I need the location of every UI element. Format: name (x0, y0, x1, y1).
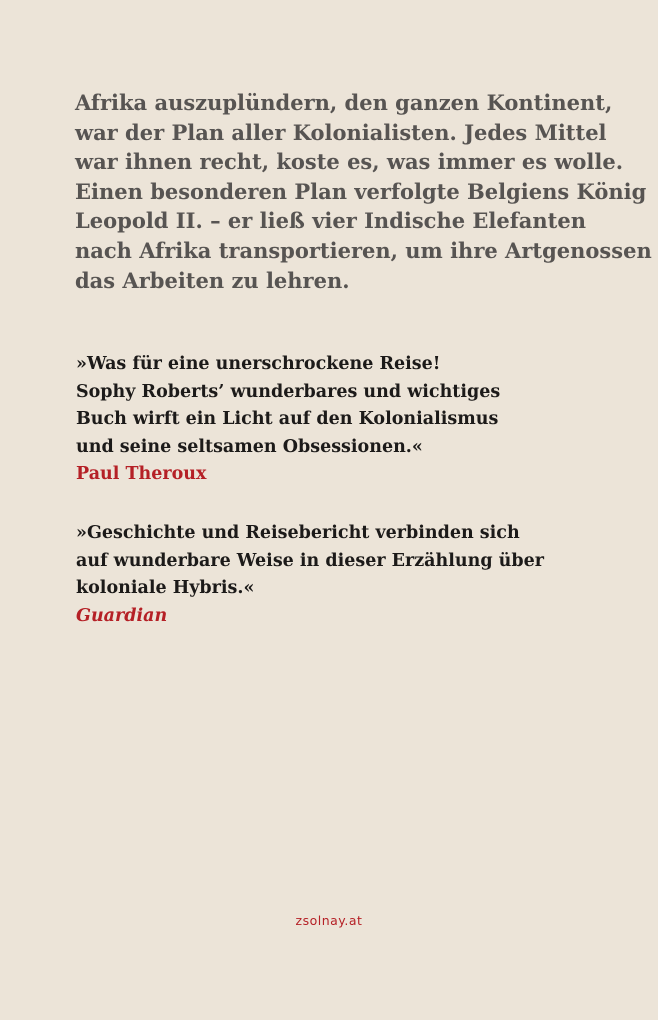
blurb-line: das Arbeiten zu lehren. (75, 267, 350, 293)
blurb-line: Einen besonderen Plan verfolgte Belgiens König (75, 178, 647, 204)
quote-line: Buch wirft ein Licht auf den Kolonialismus (76, 409, 499, 430)
quote-line: und seine seltsamen Obsessionen.« (76, 436, 423, 457)
blurb-paragraph (75, 88, 652, 295)
quote-line: »Was für eine unerschrockene Reise! (76, 354, 441, 374)
blurb-line: war ihnen recht, koste es, was immer es wolle. (75, 149, 624, 175)
review-quote-theroux (76, 351, 636, 489)
quote-attribution: Paul Theroux (76, 464, 207, 485)
quote-line: koloniale Hybris.« (76, 578, 255, 599)
quote-line: Sophy Roberts’ wunderbares und wichtiges (76, 381, 501, 402)
blurb-line: nach Afrika transportieren, um ihre Artgenossen (75, 237, 652, 263)
blurb-line: war der Plan aller Kolonialisten. Jedes Mittel (75, 119, 607, 145)
quote-line: auf wunderbare Weise in dieser Erzählung über (76, 550, 544, 571)
review-quote-guardian (76, 520, 636, 630)
blurb-line: Afrika auszuplündern, den ganzen Kontinent, (75, 90, 613, 115)
quote-attribution: Guardian (76, 605, 168, 626)
quote-line: »Geschichte und Reisebericht verbinden sich (76, 523, 520, 543)
publisher-url: zsolnay.at (295, 913, 363, 928)
blurb-line: Leopold II. – er ließ vier Indische Elefanten (75, 208, 586, 234)
